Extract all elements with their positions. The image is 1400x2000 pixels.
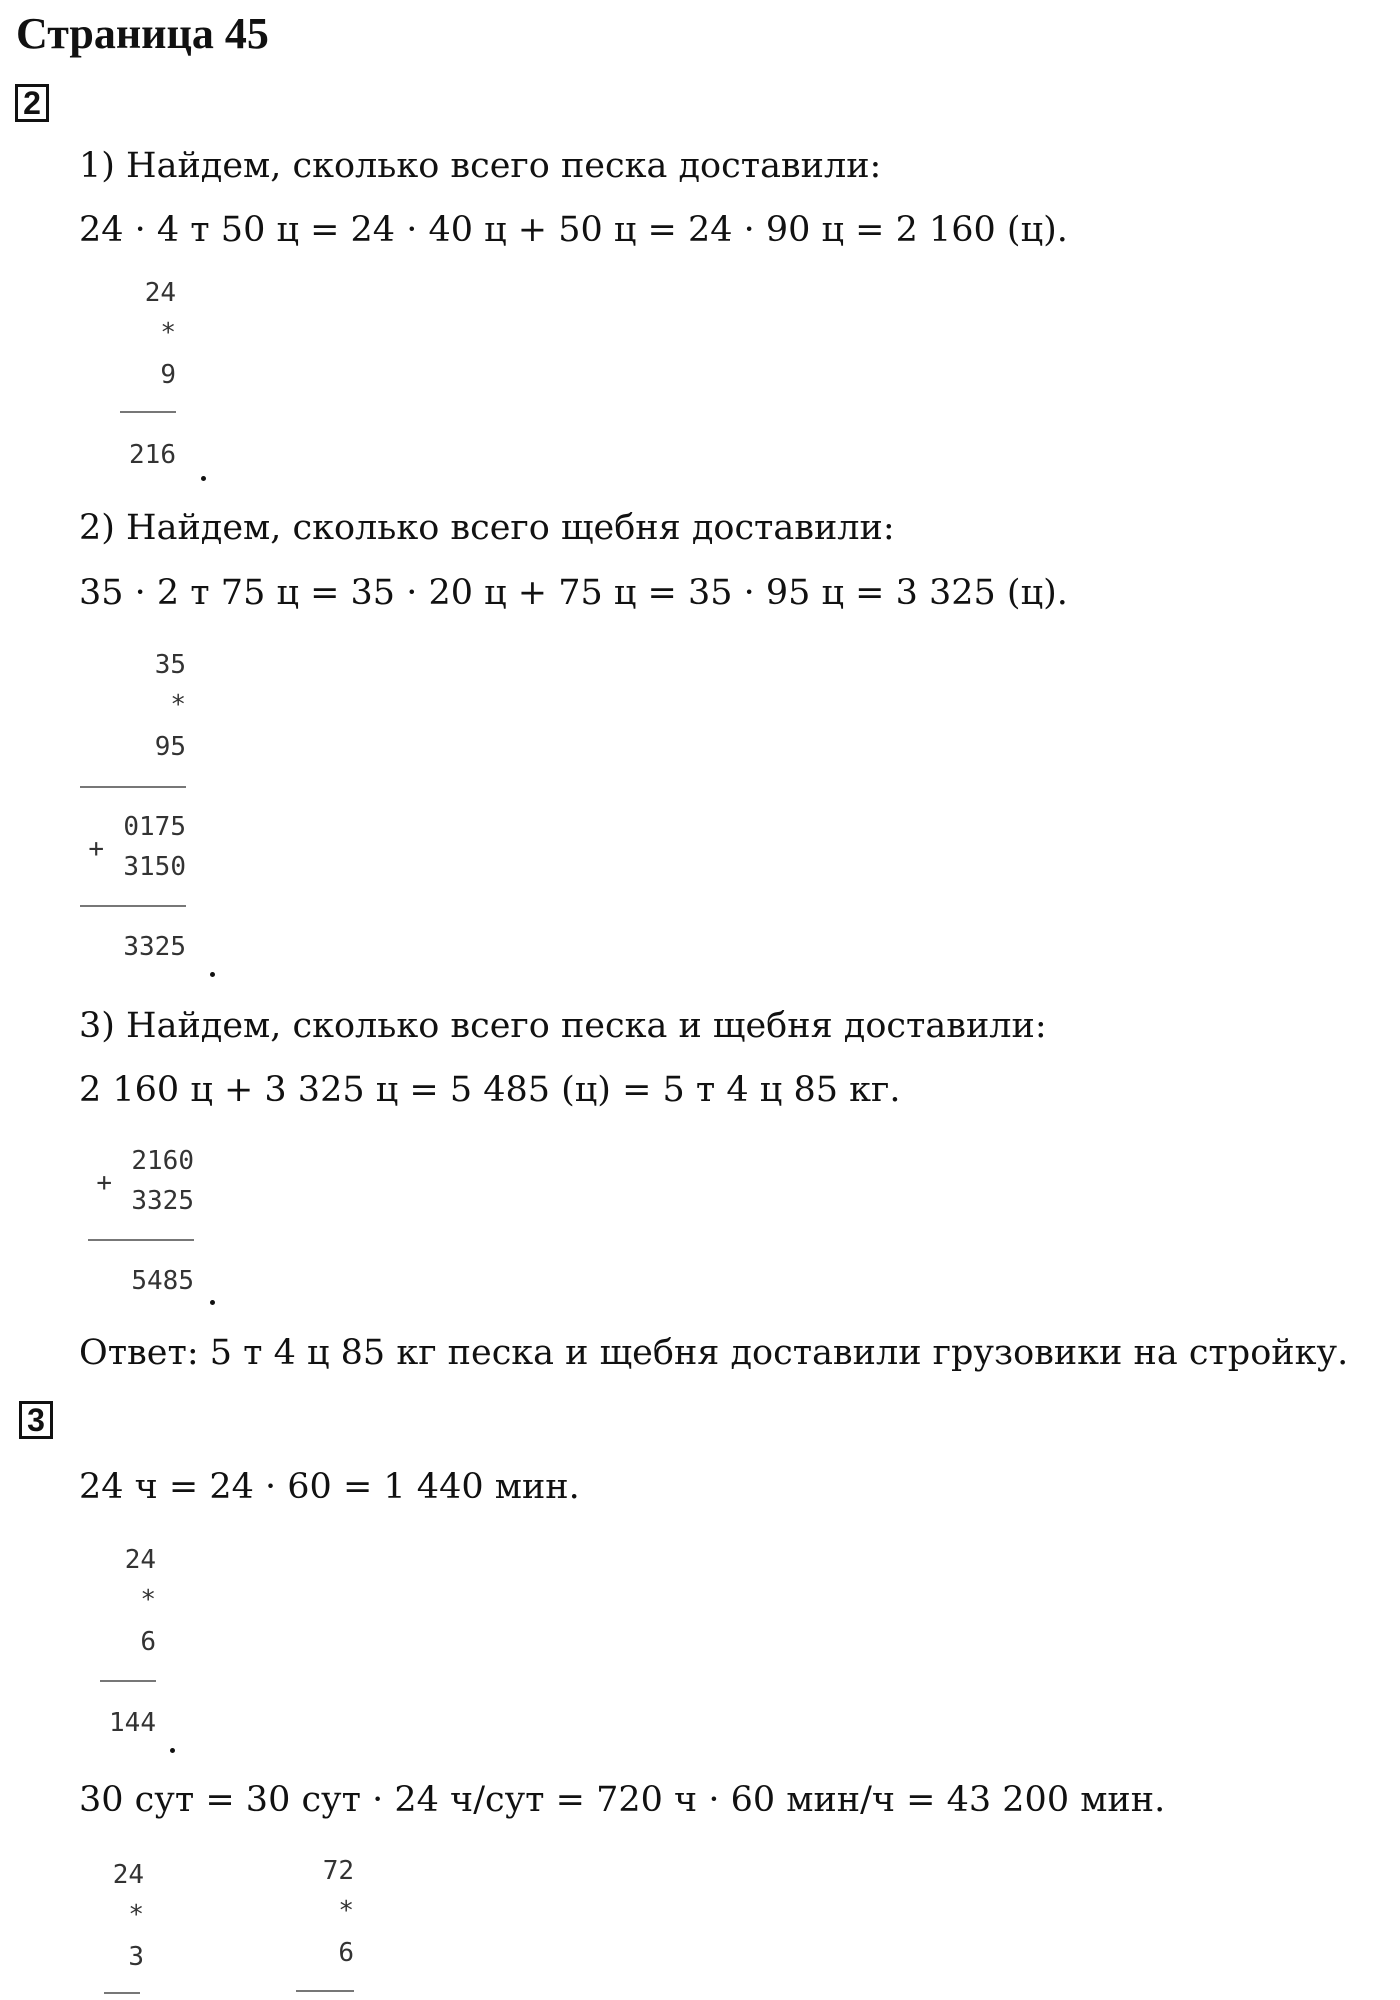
calc-operand: 3: [128, 1942, 144, 1972]
calc-partial: 3150: [123, 852, 186, 882]
calc-dot: [170, 1748, 175, 1753]
calc-dot: [210, 1300, 215, 1305]
calc-operator: *: [140, 1585, 156, 1615]
task2-step1-text: 1) Найдем, сколько всего песка доставили:: [79, 146, 882, 186]
calc-dot: [210, 972, 215, 977]
calc-result: 216: [129, 440, 176, 470]
calc-operator: *: [160, 318, 176, 348]
calc-plus: +: [88, 834, 104, 864]
calc-result: 5485: [131, 1266, 194, 1296]
task2-step1-equation: 24 · 4 т 50 ц = 24 · 40 ц + 50 ц = 24 · 90 ц = 2 160 (ц).: [79, 210, 1068, 250]
task-number-3: 3: [19, 1401, 53, 1439]
task2-answer: Ответ: 5 т 4 ц 85 кг песка и щебня доставили грузовики на стройку.: [79, 1333, 1349, 1373]
calc-rule: [100, 1680, 156, 1682]
calc-operand: 6: [338, 1938, 354, 1968]
calc-rule: [88, 1239, 194, 1241]
calc-operand: 24: [124, 1545, 156, 1575]
task2-step3-text: 3) Найдем, сколько всего песка и щебня доставили:: [79, 1006, 1047, 1046]
calc-operand: 2160: [131, 1146, 194, 1176]
calc-operand: 72: [322, 1856, 354, 1886]
calc-operand: 35: [154, 650, 186, 680]
calc-operand: 24: [144, 278, 176, 308]
calc-operator: *: [338, 1896, 354, 1926]
calc-operator: *: [170, 690, 186, 720]
calc-rule: [80, 786, 186, 788]
calc-operand: 6: [140, 1627, 156, 1657]
task2-step2-equation: 35 · 2 т 75 ц = 35 · 20 ц + 75 ц = 35 · 95 ц = 3 325 (ц).: [79, 573, 1068, 613]
calc-result: 3325: [123, 932, 186, 962]
calc-operator: *: [128, 1900, 144, 1930]
task-number-2: 2: [15, 84, 49, 122]
calc-operand: 95: [154, 732, 186, 762]
calc-rule: [296, 1990, 354, 1992]
task2-step2-text: 2) Найдем, сколько всего щебня доставили:: [79, 508, 895, 548]
calc-rule: [80, 905, 186, 907]
task3-equation-1: 24 ч = 24 · 60 = 1 440 мин.: [79, 1467, 580, 1507]
calc-operand: 3325: [131, 1186, 194, 1216]
calc-partial: 0175: [123, 812, 186, 842]
calc-operand: 24: [112, 1860, 144, 1890]
calc-rule: [104, 1992, 140, 1994]
page-title: Страница 45: [16, 9, 269, 58]
task3-equation-2: 30 сут = 30 сут · 24 ч/сут = 720 ч · 60 мин/ч = 43 200 мин.: [79, 1780, 1166, 1820]
calc-result: 144: [109, 1708, 156, 1738]
calc-rule: [120, 411, 176, 413]
calc-dot: [201, 476, 206, 481]
task2-step3-equation: 2 160 ц + 3 325 ц = 5 485 (ц) = 5 т 4 ц 85 кг.: [79, 1070, 901, 1110]
calc-operand: 9: [160, 360, 176, 390]
calc-plus: +: [96, 1168, 112, 1198]
